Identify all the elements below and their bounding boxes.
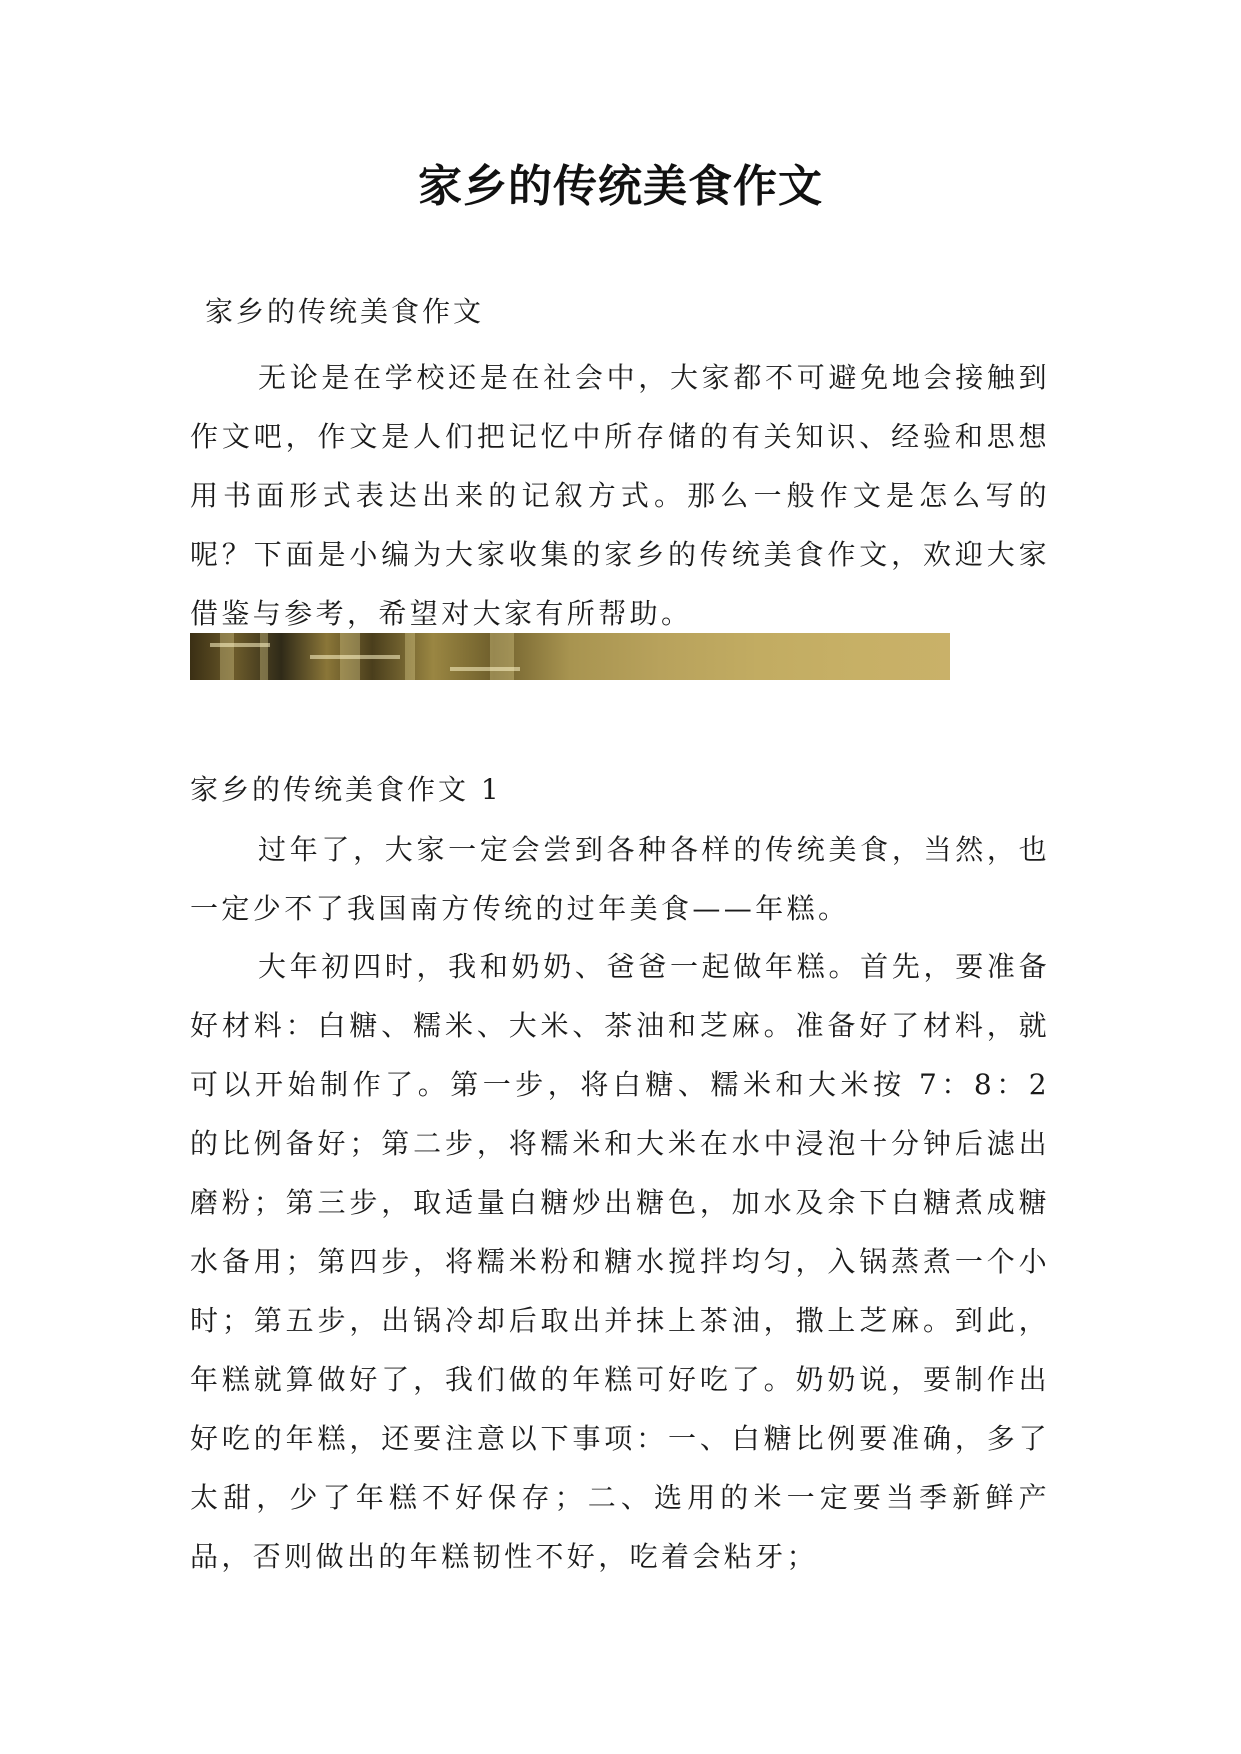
- body-paragraph: 过年了，大家一定会尝到各种各样的传统美食，当然，也一定少不了我国南方传统的过年美食——年糕。: [190, 833, 1050, 925]
- banner-glint: [310, 655, 400, 659]
- page-title: 家乡的传统美食作文: [418, 161, 823, 212]
- section-heading: 家乡的传统美食作文 1: [190, 773, 502, 806]
- intro-paragraph: 无论是在学校还是在社会中，大家都不可避免地会接触到作文吧，作文是人们把记忆中所存储的有关知识、经验和思想用书面形式表达出来的记叙方式。那么一般作文是怎么写的呢？下面是小编为大家收集的家乡的传统美食作文，欢迎大家借鉴与参考，希望对大家有所帮助。: [190, 361, 1050, 630]
- banner-glint: [210, 643, 270, 647]
- banner-glint: [450, 667, 520, 671]
- banner-reflection: [220, 633, 234, 680]
- decorative-banner-image: [190, 633, 950, 680]
- document-subtitle: 家乡的传统美食作文: [205, 295, 485, 328]
- banner-reflection: [490, 633, 514, 680]
- banner-reflection: [260, 633, 268, 680]
- body-paragraph: 大年初四时，我和奶奶、爸爸一起做年糕。首先，要准备好材料：白糖、糯米、大米、茶油和芝麻。准备好了材料，就可以开始制作了。第一步，将白糖、糯米和大米按 7：8：2 的比例备好；第二步，将糯米和大米在水中浸泡十分钟后滤出磨粉；第三步，取适量白糖炒出糖色，加水及余下白糖煮成糖水备用；第四步，将糯米粉和糖水搅拌均匀，入锅蒸煮一个小时；第五步，出锅冷却后取出并抹上茶油，撒上芝麻。到此，年糕就算做好了，我们做的年糕可好吃了。奶奶说，要制作出好吃的年糕，还要注意以下事项：一、白糖比例要准确，多了太甜，少了年糕不好保存；二、选用的米一定要当季新鲜产品，否则做出的年糕韧性不好，吃着会粘牙；: [190, 950, 1050, 1573]
- banner-reflection: [405, 633, 415, 680]
